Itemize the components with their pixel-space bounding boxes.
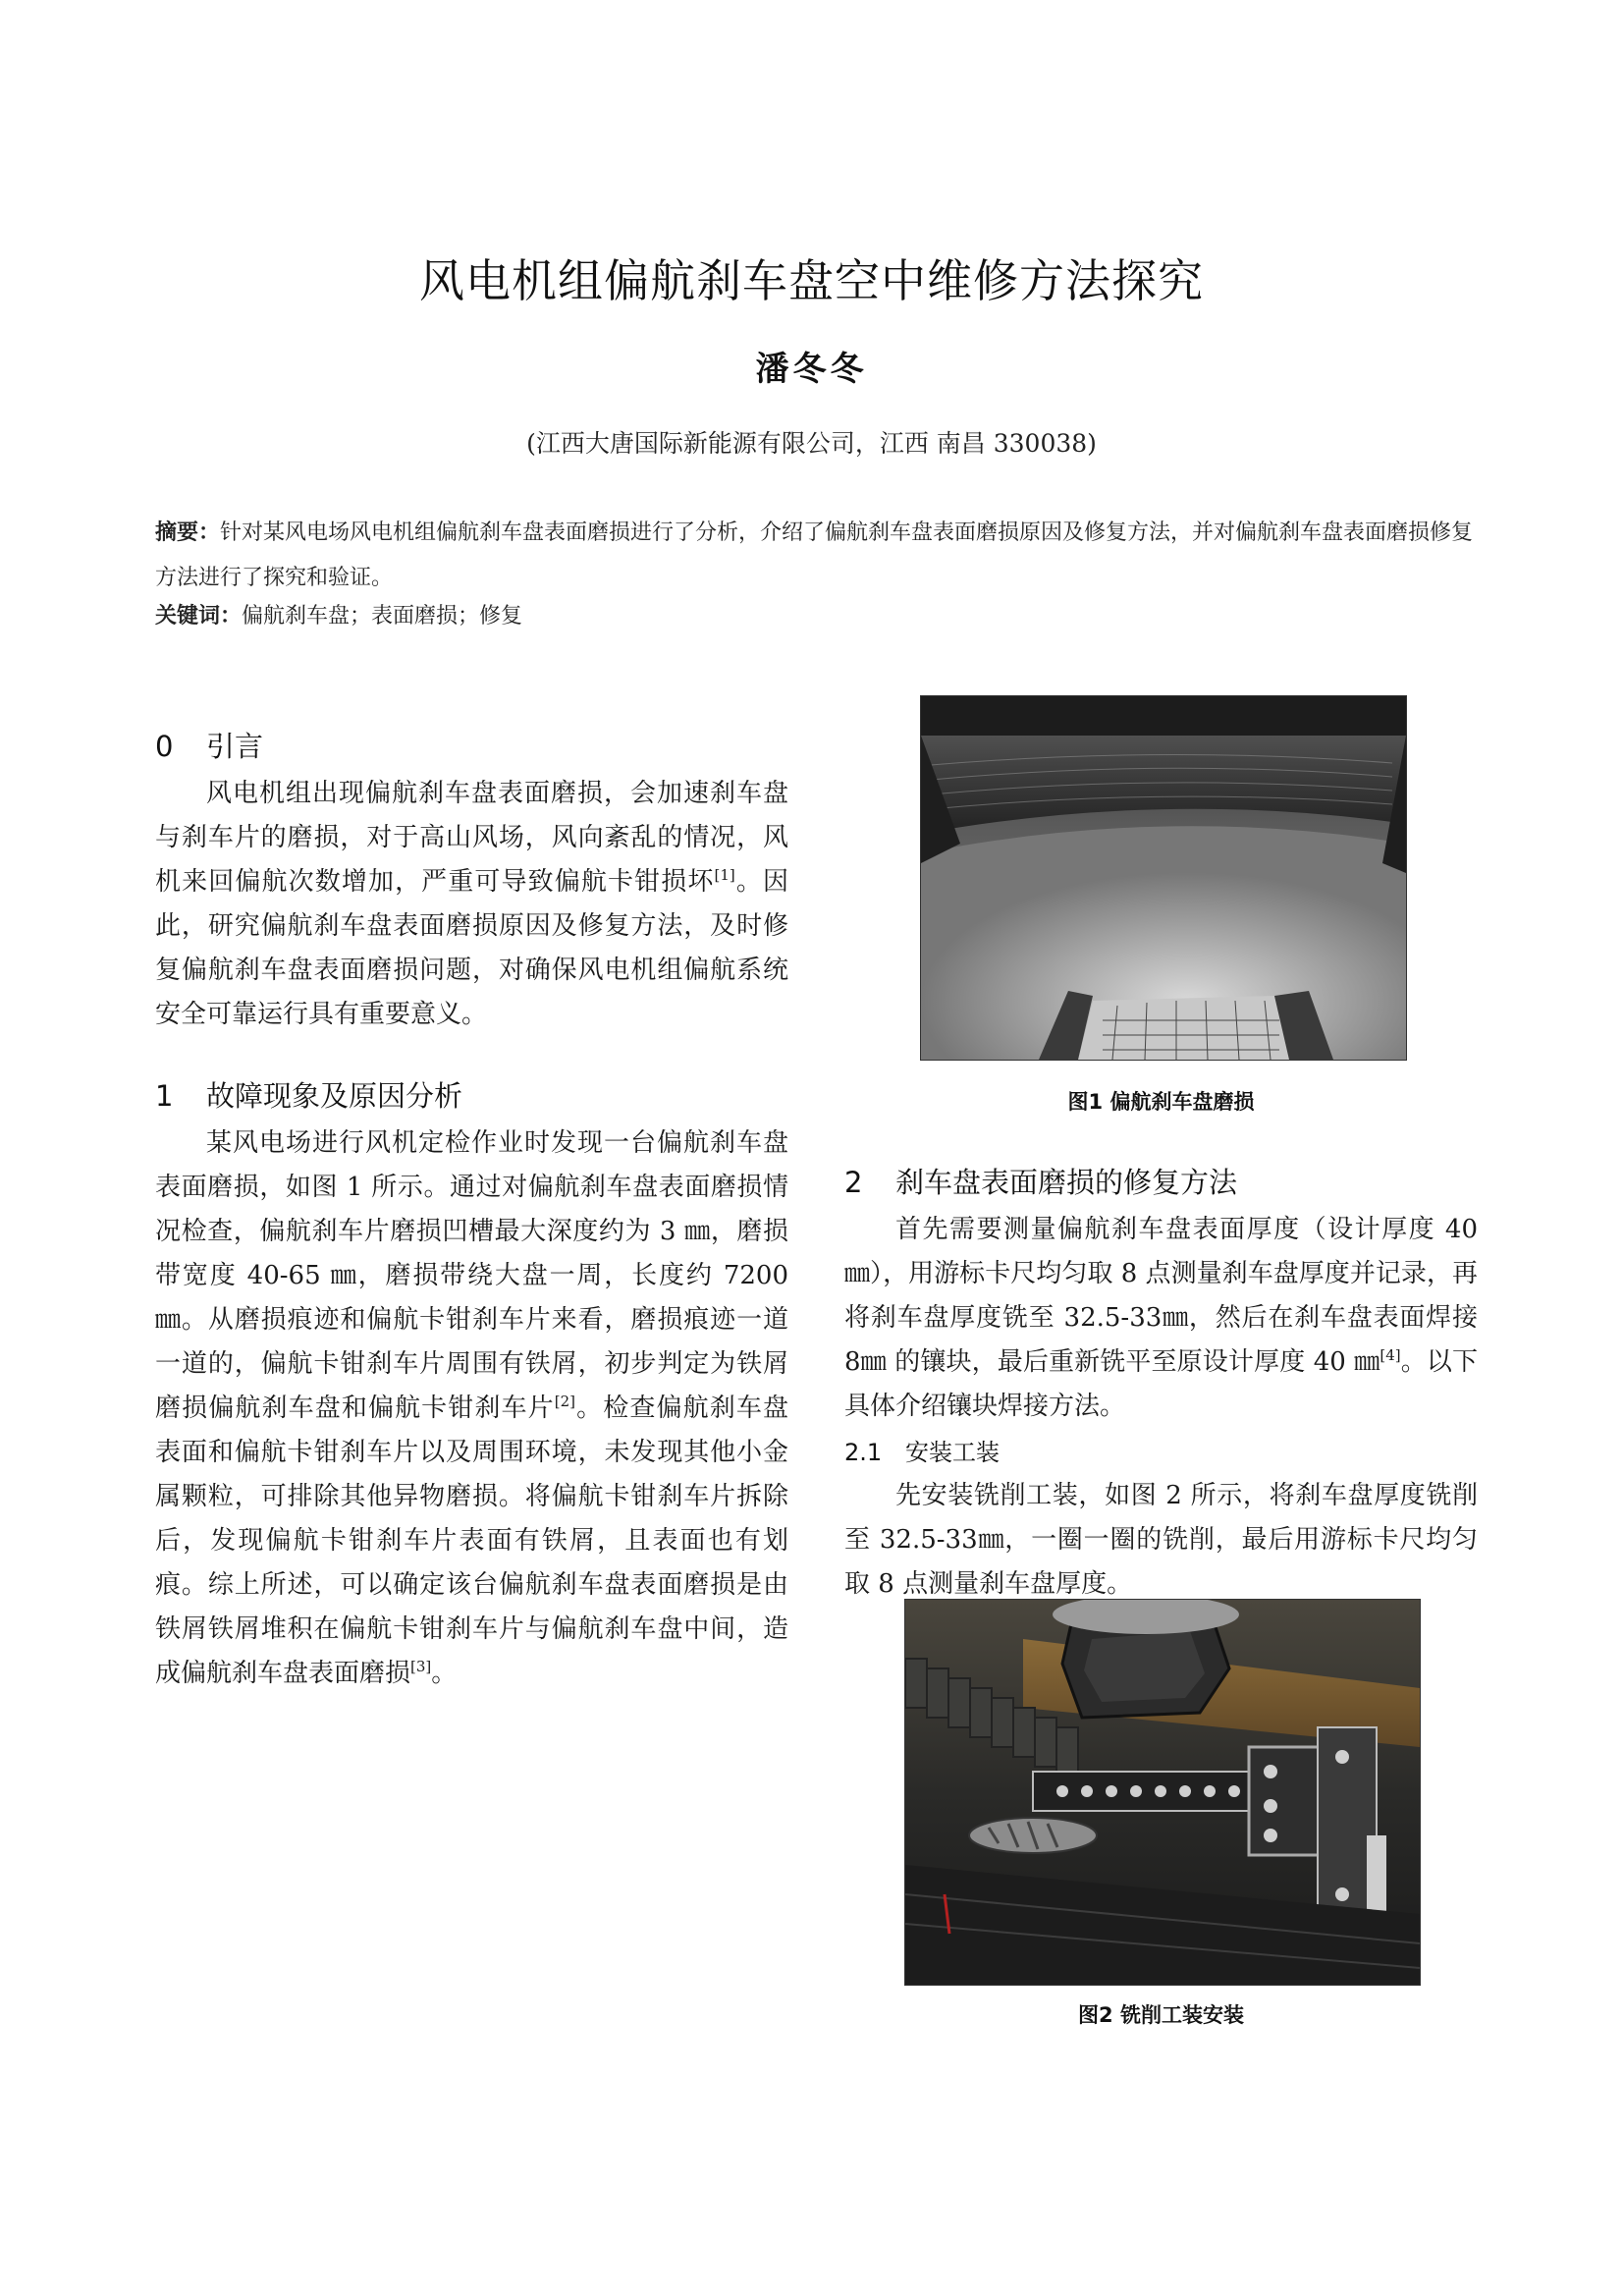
citation-ref: [3] [410, 1658, 432, 1675]
figure-2-photo [904, 1599, 1421, 1986]
paragraph-text: 。 [431, 1659, 458, 1688]
section-number: 2 [844, 1166, 863, 1199]
paper-title: 风电机组偏航刹车盘空中维修方法探究 [419, 254, 1204, 307]
section-1-heading [155, 1074, 788, 1118]
section-number: 1 [155, 1079, 174, 1113]
section-number: 0 [155, 730, 174, 763]
section-0-paragraph [155, 772, 788, 1037]
left-column [155, 725, 788, 1696]
subsection-number: 2.1 [844, 1439, 883, 1466]
citation-ref: [4] [1380, 1346, 1401, 1364]
abstract-text: 针对某风电场风电机组偏航刹车盘表面磨损进行了分析，介绍了偏航刹车盘表面磨损原因及修复方法，并对偏航刹车盘表面磨损修复方法进行了探究和验证。 [155, 520, 1474, 590]
paragraph-text: 。以下具体介绍镶块焊接方法。 [844, 1347, 1478, 1421]
section-1-paragraph [155, 1121, 788, 1696]
section-2-heading [844, 1161, 1478, 1204]
citation-ref: [2] [554, 1393, 576, 1410]
paragraph-text: 首先需要测量偏航刹车盘表面厚度（设计厚度 40 ㎜），用游标卡尺均匀取 8 点测量刹车盘厚度并记录，再将刹车盘厚度铣至 32.5-33㎜，然后在刹车盘表面焊接 8㎜ 的镶块，最后重新铣平至原设计厚度 40 ㎜ [844, 1215, 1478, 1377]
brake-disc-wear-photo [921, 696, 1406, 1060]
keywords-label: 关键词： [155, 604, 243, 629]
subsection-2-1-heading [844, 1431, 1478, 1474]
paragraph-text: 。因此，研究偏航刹车盘表面磨损原因及修复方法，及时修复偏航刹车盘表面磨损问题，对确保风电机组偏航系统安全可靠运行具有重要意义。 [155, 867, 788, 1029]
keywords-text: 偏航刹车盘；表面磨损；修复 [242, 604, 523, 629]
subsection-2-1-paragraph: 先安装铣削工装，如图 2 所示，将刹车盘厚度铣削至 32.5-33㎜，一圈一圈的铣削，最后用游标卡尺均匀取 8 点测量刹车盘厚度。 [844, 1481, 1478, 1599]
figure-1-caption: 图1 偏航刹车盘磨损 [1067, 1090, 1255, 1114]
right-column [844, 1161, 1478, 1607]
section-2-paragraph [844, 1208, 1478, 1429]
paragraph-text: 。检查偏航刹车盘表面和偏航卡钳刹车片以及周围环境，未发现其他小金属颗粒，可排除其他异物磨损。将偏航卡钳刹车片拆除后，发现偏航卡钳刹车片表面有铁屑，且表面也有划痕。综上所述，可以确定该台偏航刹车盘表面磨损是由铁屑铁屑堆积在偏航卡钳刹车片与偏航刹车盘中间，造成偏航刹车盘表面磨损 [155, 1394, 788, 1688]
section-title: 刹车盘表面磨损的修复方法 [895, 1166, 1238, 1199]
abstract [155, 511, 1476, 601]
abstract-label: 摘要： [155, 520, 221, 545]
milling-fixture-photo [905, 1600, 1420, 1985]
paragraph-text: 某风电场进行风机定检作业时发现一台偏航刹车盘表面磨损，如图 1 所示。通过对偏航刹车盘表面磨损情况检查，偏航刹车片磨损凹槽最大深度约为 3 ㎜，磨损带宽度 40-65 ㎜，磨损带绕大盘一周，长度约 7200 ㎜。从磨损痕迹和偏航卡钳刹车片来看，磨损痕迹一道一道的，偏航卡钳刹车片周围有铁屑，初步判定为铁屑磨损偏航刹车盘和偏航卡钳刹车片 [155, 1128, 788, 1423]
subsection-title: 安装工装 [905, 1439, 1000, 1466]
section-0-heading [155, 725, 788, 768]
author-name: 潘冬冬 [755, 350, 868, 389]
citation-ref: [1] [714, 866, 735, 884]
figure-2-caption: 图2 铣削工装安装 [1078, 2003, 1244, 2027]
section-title: 引言 [206, 730, 264, 763]
paragraph-text: 风电机组出现偏航刹车盘表面磨损，会加速刹车盘与刹车片的磨损，对于高山风场，风向紊乱的情况，风机来回偏航次数增加，严重可导致偏航卡钳损坏 [155, 779, 788, 897]
figure-1-photo [920, 695, 1407, 1061]
keywords [155, 599, 1476, 634]
author-affiliation: (江西大唐国际新能源有限公司，江西 南昌 330038) [526, 429, 1097, 458]
section-title: 故障现象及原因分析 [206, 1079, 463, 1113]
